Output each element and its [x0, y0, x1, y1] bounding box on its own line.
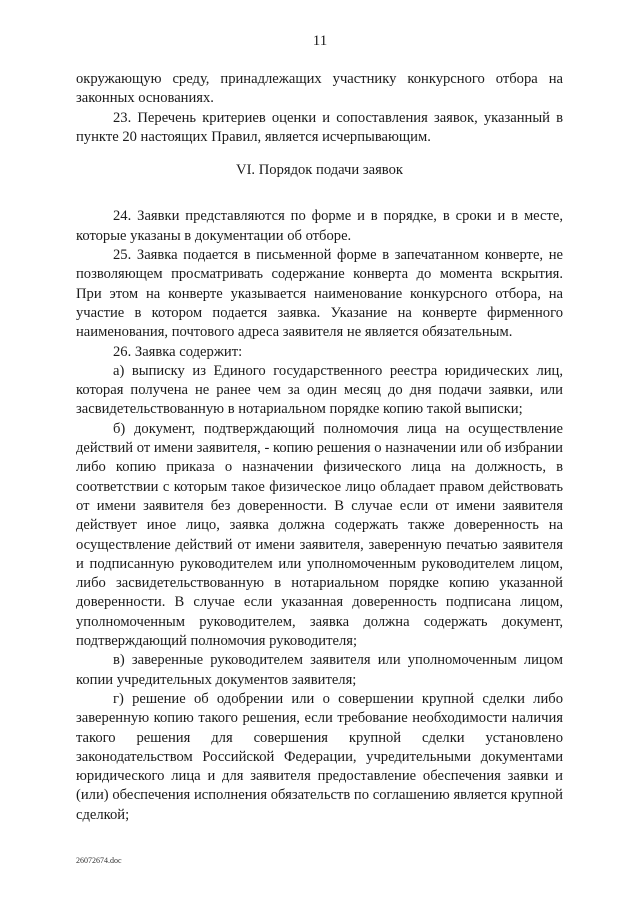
paragraphs-before-heading: [76, 70, 563, 147]
paragraph: 25. Заявка подается в письменной форме в запечатанном конверте, не позволяющем просматривать содержание конверта до момента вскрытия. При этом на конверте указывается наименование конкурсного отбора, на участие в котором подается заявка. Указание на конверте фирменного наименования, почтового адреса заявителя не является обязательным.: [76, 247, 563, 341]
section-heading: VI. Порядок подачи заявок: [236, 162, 403, 179]
paragraph: окружающую среду, принадлежащих участнику конкурсного отбора на законных основаниях.: [76, 71, 563, 107]
paragraph: 26. Заявка содержит:: [113, 343, 243, 360]
document-body: [76, 70, 563, 825]
footer-filename: 26072674.doc: [76, 856, 122, 865]
paragraph: 23. Перечень критериев оценки и сопоставления заявок, указанный в пункте 20 настоящих Правил, является исчерпывающим.: [76, 109, 563, 145]
paragraph: г) решение об одобрении или о совершении крупной сделки либо заверенную копию такого решения, если требование необходимости наличия такого решения для совершения крупной сделки установлено законодательством Российской Федерации, учредительными документами юридического лица и для заявителя предоставление обеспечения заявки и (или) обеспечения исполнения обязательств по соглашению является крупной сделкой;: [76, 690, 563, 823]
paragraph: в) заверенные руководителем заявителя или уполномоченным лицом копии учредительных документов заявителя;: [76, 652, 563, 688]
paragraph: б) документ, подтверждающий полномочия лица на осуществление действий от имени заявителя, - копию решения о назначении или об избрании либо копию приказа о назначении физического лица на должность, в соответствии с которым такое физическое лицо обладает правом действовать от имени заявителя без доверенности. В случае если от имени заявителя действует иное лицо, заявка должна содержать также доверенность на осуществление действий от имени заявителя, заверенную печатью заявителя и подписанную руководителем или уполномоченным руководителем лицом, либо засвидетельствованную в нотариальном порядке копию указанной доверенности. В случае если указанная доверенность подписана лицом, уполномоченным руководителем, заявка должна содержать документ, подтверждающий полномочия руководителя;: [76, 420, 563, 650]
page-number: 11: [312, 33, 328, 49]
paragraph: а) выписку из Единого государственного реестра юридических лиц, которая получена не ранее чем за один месяц до дня подачи заявки, или засвидетельствованную в нотариальном порядке копию такой выписки;: [76, 362, 563, 418]
paragraph: 24. Заявки представляются по форме и в порядке, в сроки и в месте, которые указаны в документации об отборе.: [76, 208, 563, 244]
paragraphs-after-heading: [76, 207, 563, 825]
